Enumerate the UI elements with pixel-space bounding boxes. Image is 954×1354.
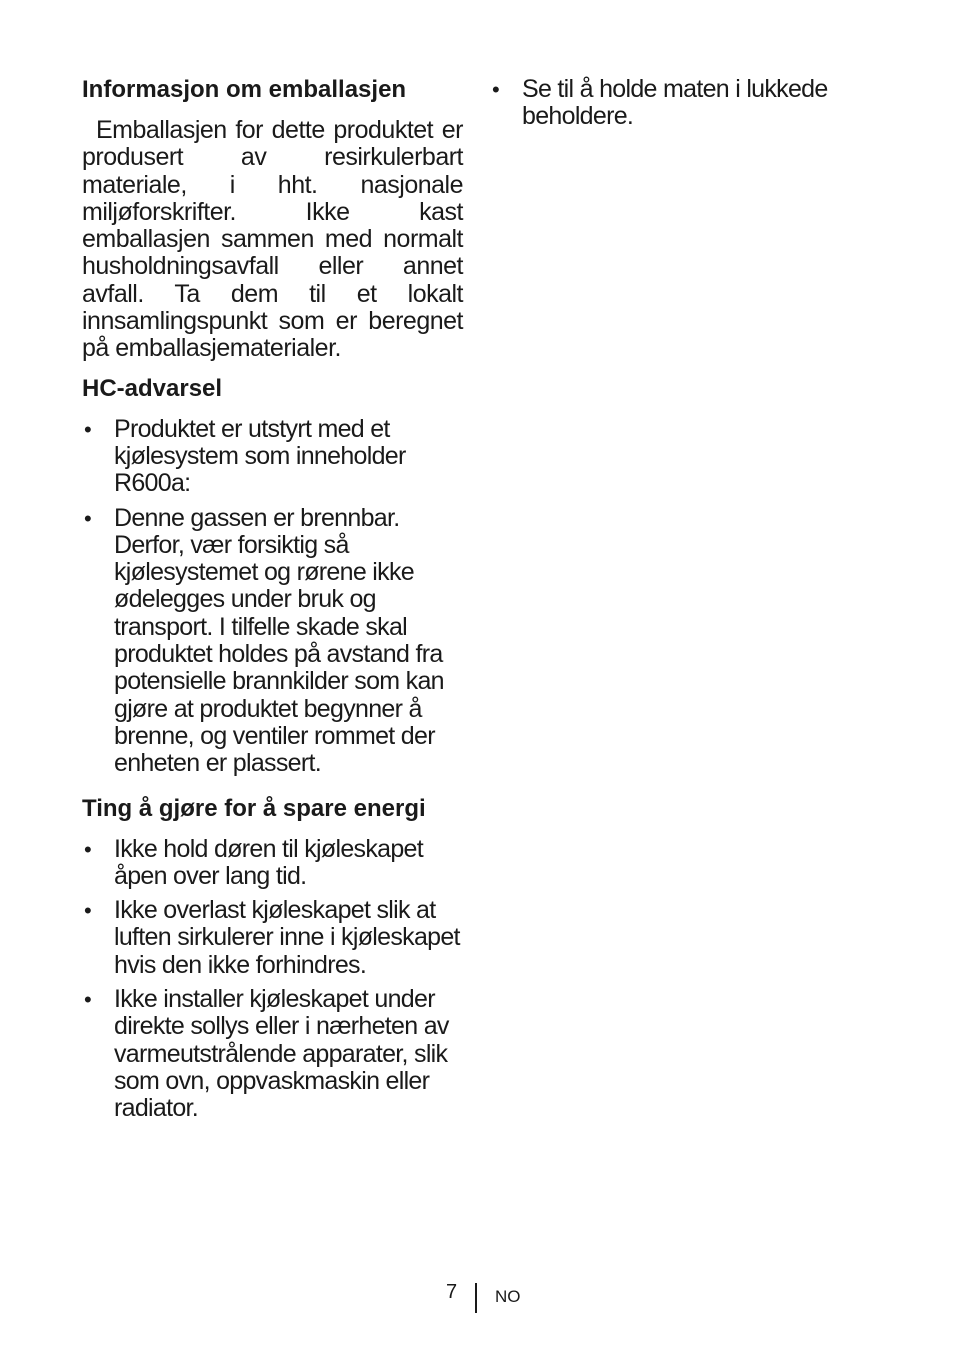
- bullet-icon: •: [84, 836, 92, 862]
- list-item: • Ikke installer kjøleskapet under direkte sollys eller i nærheten av varmeutstrålende apparater, slik som ovn, oppvaskmaskin eller radiator.: [84, 985, 449, 1123]
- bullet-icon: •: [84, 898, 92, 924]
- energy-list: [82, 836, 463, 1123]
- page-number: 7: [446, 1281, 458, 1303]
- list-item: • Se til å holde maten i lukkede beholdere.: [492, 75, 828, 131]
- page-footer: [0, 1279, 954, 1315]
- packaging-heading: Informasjon om emballasjen: [82, 76, 407, 103]
- packaging-text: Emballasjen for dette produktet er produsert av resirkulerbart materiale, i hht. nasjonale miljøforskrifter. Ikke kast emballasjen sammen med normalt husholdningsavfall eller annet avfall. Ta dem til et lokalt innsamlingspunkt som er beregnet på emballasjematerialer.: [82, 116, 463, 363]
- packaging-paragraph: [82, 117, 463, 363]
- footer-divider: [475, 1283, 477, 1313]
- right-column: [490, 76, 860, 131]
- bullet-icon: •: [492, 77, 500, 102]
- bullet-icon: •: [84, 505, 92, 531]
- language-code: NO: [495, 1287, 521, 1306]
- list-item: • Ikke overlast kjøleskapet slik at luften sirkulerer inne i kjøleskapet hvis den ikke forhindres.: [84, 896, 460, 979]
- storage-list: [490, 76, 860, 131]
- hc-warning-list: [82, 416, 463, 778]
- bullet-icon: •: [84, 416, 92, 442]
- list-item: • Denne gassen er brennbar. Derfor, vær forsiktig så kjølesystemet og rørene ikke ødelegges under bruk og transport. I tilfelle skade skal produktet holdes på avstand fra potensielle brannkilder som kan gjøre at produktet begynner å brenne, og ventiler rommet der enheten er plassert.: [84, 503, 444, 778]
- bullet-icon: •: [84, 987, 92, 1013]
- energy-heading: Ting å gjøre for å spare energi: [82, 794, 426, 822]
- left-column: [82, 76, 463, 1123]
- list-item: • Produktet er utstyrt med et kjølesystem som inneholder R600a:: [84, 414, 406, 498]
- list-item: • Ikke hold døren til kjøleskapet åpen over lang tid.: [84, 834, 424, 890]
- hc-warning-heading: HC-advarsel: [82, 374, 223, 402]
